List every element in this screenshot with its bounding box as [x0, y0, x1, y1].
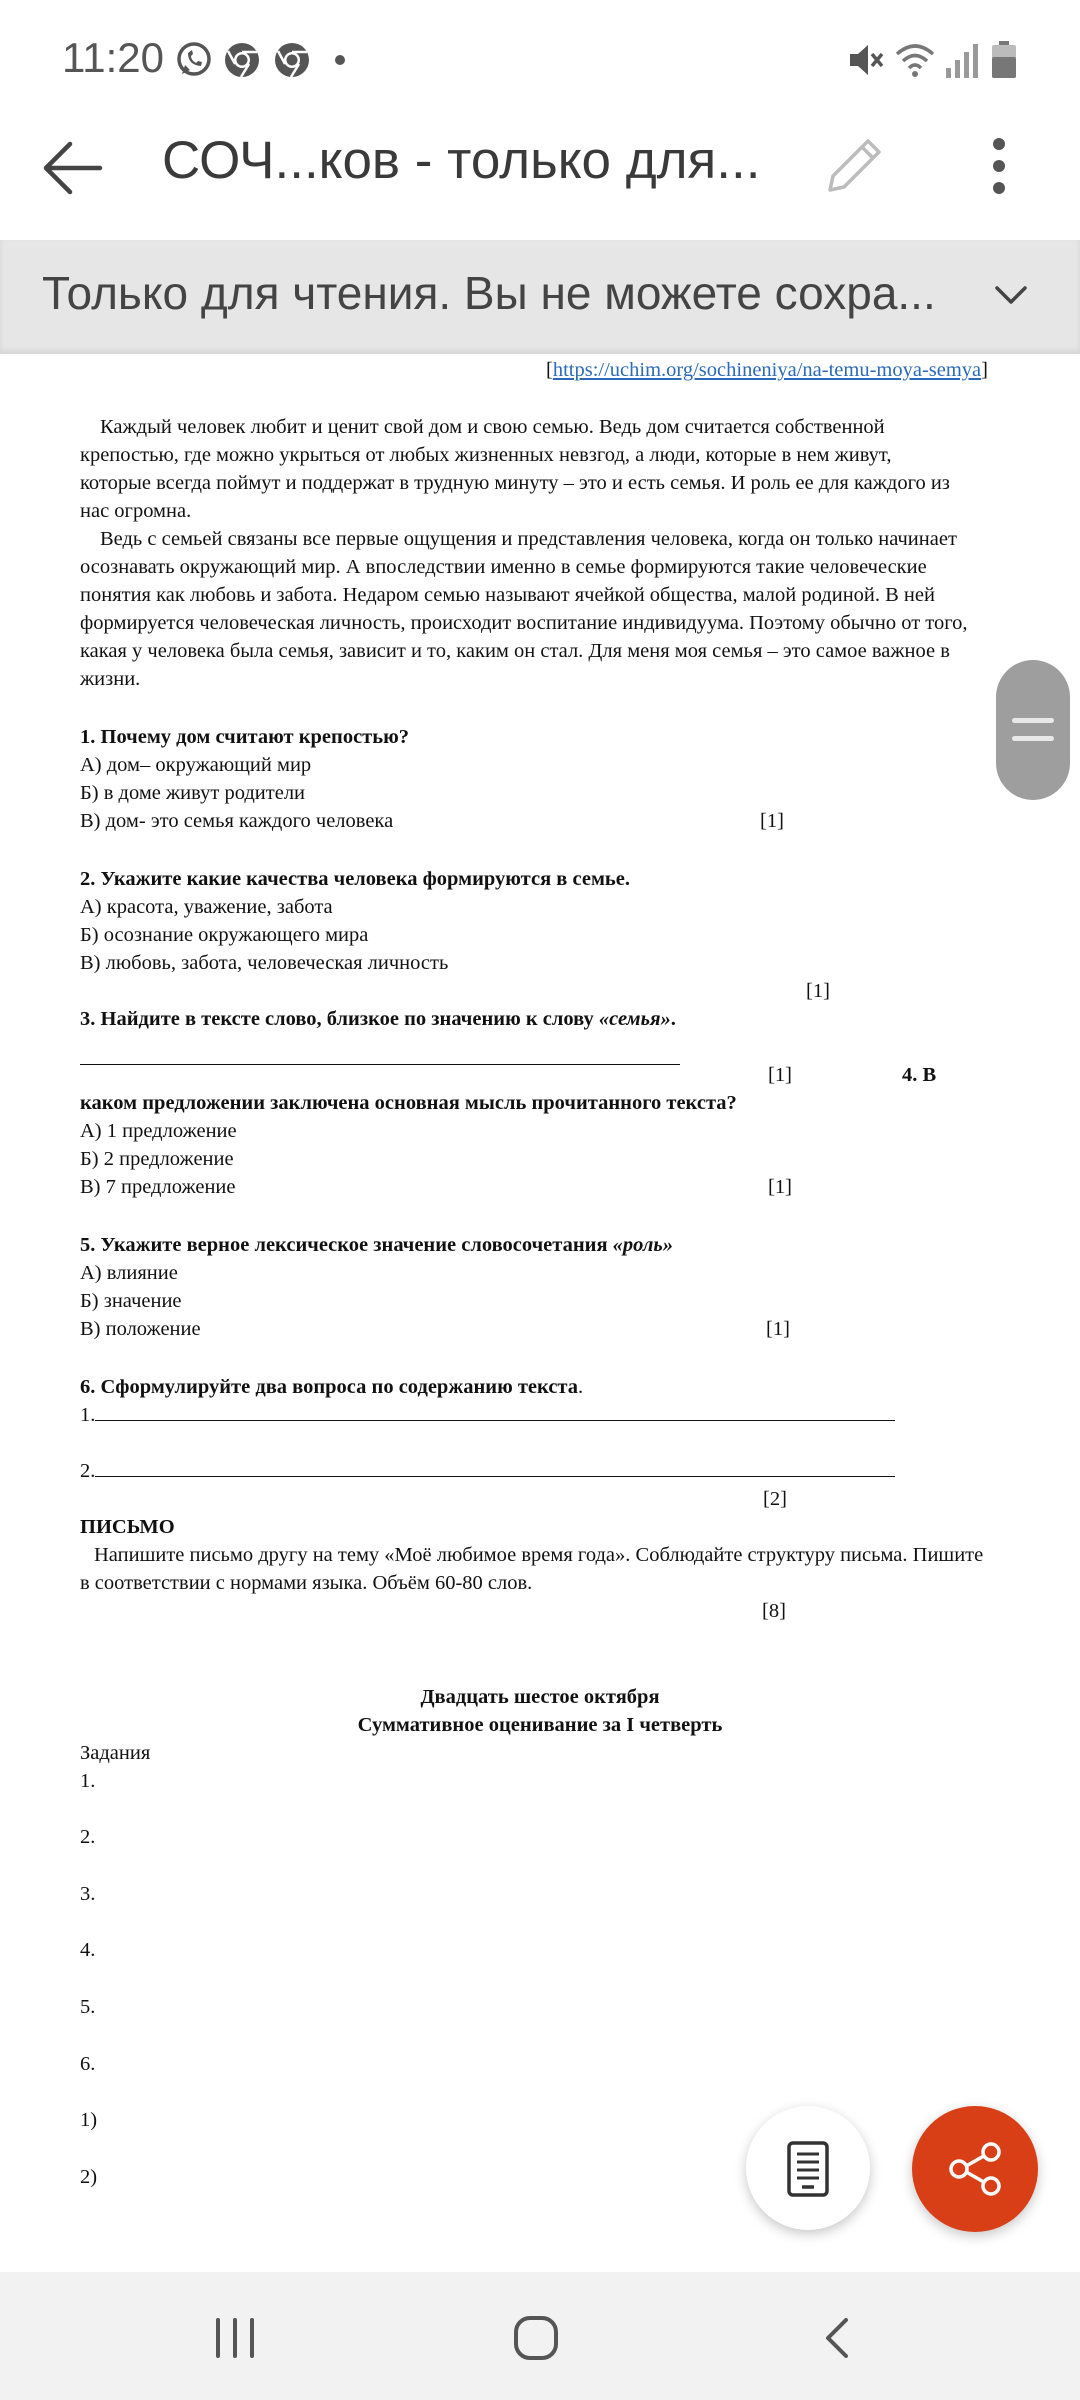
chrome-icon — [222, 40, 262, 80]
signal-icon — [944, 40, 980, 80]
answer-line — [80, 1064, 680, 1065]
task-number: 1. — [80, 1770, 96, 1792]
document-page[interactable] — [0, 356, 1080, 2276]
recents-icon[interactable] — [212, 2316, 258, 2360]
more-vert-icon[interactable] — [984, 136, 1014, 196]
paragraph-line: крепостью, где можно укрыться от любых жизненных невзгод, а люди, которые в нем живут, — [80, 444, 892, 466]
share-icon — [945, 2139, 1005, 2199]
paragraph-line: Ведь с семьей связаны все первые ощущения и представления человека, когда он только начинает — [100, 528, 957, 550]
pencil-icon[interactable] — [818, 132, 888, 202]
score-mark: [8] — [762, 1600, 786, 1622]
document-title: СОЧ...ков - только для... — [162, 131, 761, 190]
answer-option: В) любовь, забота, человеческая личность — [80, 952, 449, 974]
answer-option: А) дом– окружающий мир — [80, 754, 312, 776]
task-number: 6. — [80, 2053, 96, 2075]
paragraph-line: какая у человека была семья, зависит и то, каким он стал. Для меня моя семья – это самое важное в — [80, 640, 950, 662]
grip-line — [1012, 718, 1054, 723]
task-number: 2. — [80, 1826, 96, 1848]
score-mark: [1] — [768, 1176, 792, 1198]
date-heading: Двадцать шестое октября — [420, 1686, 660, 1708]
answer-line-1: 1. — [80, 1404, 895, 1427]
paragraph-line: которые всегда поймут и поддержат в трудную минуту – это и есть семья. И роль ее для каждого из — [80, 472, 950, 494]
grip-line — [1012, 736, 1054, 741]
task-number: 2) — [80, 2166, 98, 2188]
share-button[interactable] — [912, 2106, 1038, 2232]
paragraph-line: жизни. — [80, 668, 141, 690]
status-bar — [0, 0, 1080, 120]
assessment-heading: Суммативное оценивание за I четверть — [357, 1714, 723, 1736]
answer-option: В) дом- это семья каждого человека — [80, 810, 394, 832]
fast-scroll-thumb[interactable] — [996, 660, 1070, 800]
question-4-title: каком предложении заключена основная мысль прочитанного текста? — [80, 1092, 737, 1114]
notification-dot-icon — [334, 54, 346, 66]
task-number: 4. — [80, 1939, 96, 1961]
back-arrow-icon[interactable] — [40, 138, 106, 198]
task-number: 5. — [80, 1996, 96, 2018]
wifi-icon — [894, 40, 936, 80]
answer-option: Б) осознание окружающего мира — [80, 924, 369, 946]
paragraph-line: Каждый человек любит и ценит свой дом и свою семью. Ведь дом считается собственной — [100, 416, 885, 438]
reading-view-icon — [786, 2140, 830, 2198]
paragraph-line: понятия как любовь и забота. Недаром семью называют ячейкой общества, малой родиной. В ней — [80, 584, 935, 606]
answer-option: А) влияние — [80, 1262, 178, 1284]
answer-line-2: 2. — [80, 1460, 895, 1483]
answer-option: А) красота, уважение, забота — [80, 896, 333, 918]
status-time: 11:20 — [62, 34, 164, 81]
question-3-title: 3. Найдите в тексте слово, близкое по значению к слову «семья». — [80, 1008, 676, 1030]
task-number: 1) — [80, 2109, 98, 2131]
question-6-title: 6. Сформулируйте два вопроса по содержанию текста. — [80, 1376, 584, 1398]
paragraph-line: нас огромна. — [80, 500, 192, 522]
back-icon[interactable] — [820, 2316, 854, 2360]
question-4-title-start: 4. В — [902, 1064, 937, 1086]
task-number: 3. — [80, 1883, 96, 1905]
chevron-down-icon[interactable] — [994, 284, 1028, 306]
whatsapp-icon — [174, 40, 214, 80]
system-navigation-bar — [0, 2272, 1080, 2400]
source-link[interactable]: [https://uchim.org/sochineniya/na-temu-moya-semya] — [546, 359, 988, 381]
answer-option: Б) в доме живут родители — [80, 782, 306, 804]
score-mark: [1] — [760, 810, 784, 832]
answer-option: В) 7 предложение — [80, 1176, 236, 1198]
letter-heading: ПИСЬМО — [80, 1516, 175, 1538]
chrome-icon — [272, 40, 312, 80]
question-2-title: 2. Укажите какие качества человека формируются в семье. — [80, 868, 630, 890]
home-icon[interactable] — [512, 2314, 560, 2362]
letter-text: Напишите письмо другу на тему «Моё любимое время года». Соблюдайте структуру письма. Пишите — [94, 1544, 984, 1566]
reading-view-button[interactable] — [746, 2106, 870, 2230]
battery-icon — [990, 40, 1018, 80]
answer-option: В) положение — [80, 1318, 201, 1340]
paragraph-line: формируется человеческая личность, происходит воспитание индивидуума. Поэтому обычно от того, — [80, 612, 968, 634]
score-mark: [2] — [763, 1488, 787, 1510]
answer-option: Б) 2 предложение — [80, 1148, 234, 1170]
question-1-title: 1. Почему дом считают крепостью? — [80, 726, 410, 748]
tasks-label: Задания — [80, 1742, 151, 1764]
answer-option: А) 1 предложение — [80, 1120, 237, 1142]
answer-option: Б) значение — [80, 1290, 182, 1312]
mute-icon — [846, 40, 886, 80]
paragraph-line: осознавать окружающий мир. А впоследствии именно в семье формируются такие человеческие — [80, 556, 927, 578]
question-5-title: 5. Укажите верное лексическое значение словосочетания «роль» — [80, 1234, 674, 1256]
read-only-message: Только для чтения. Вы не можете сохра... — [42, 267, 936, 319]
score-mark: [1] — [766, 1318, 790, 1340]
score-mark: [1] — [806, 980, 830, 1002]
score-mark: [1] — [768, 1064, 792, 1086]
letter-text: в соответствии с нормами языка. Объём 60-80 слов. — [80, 1572, 533, 1594]
